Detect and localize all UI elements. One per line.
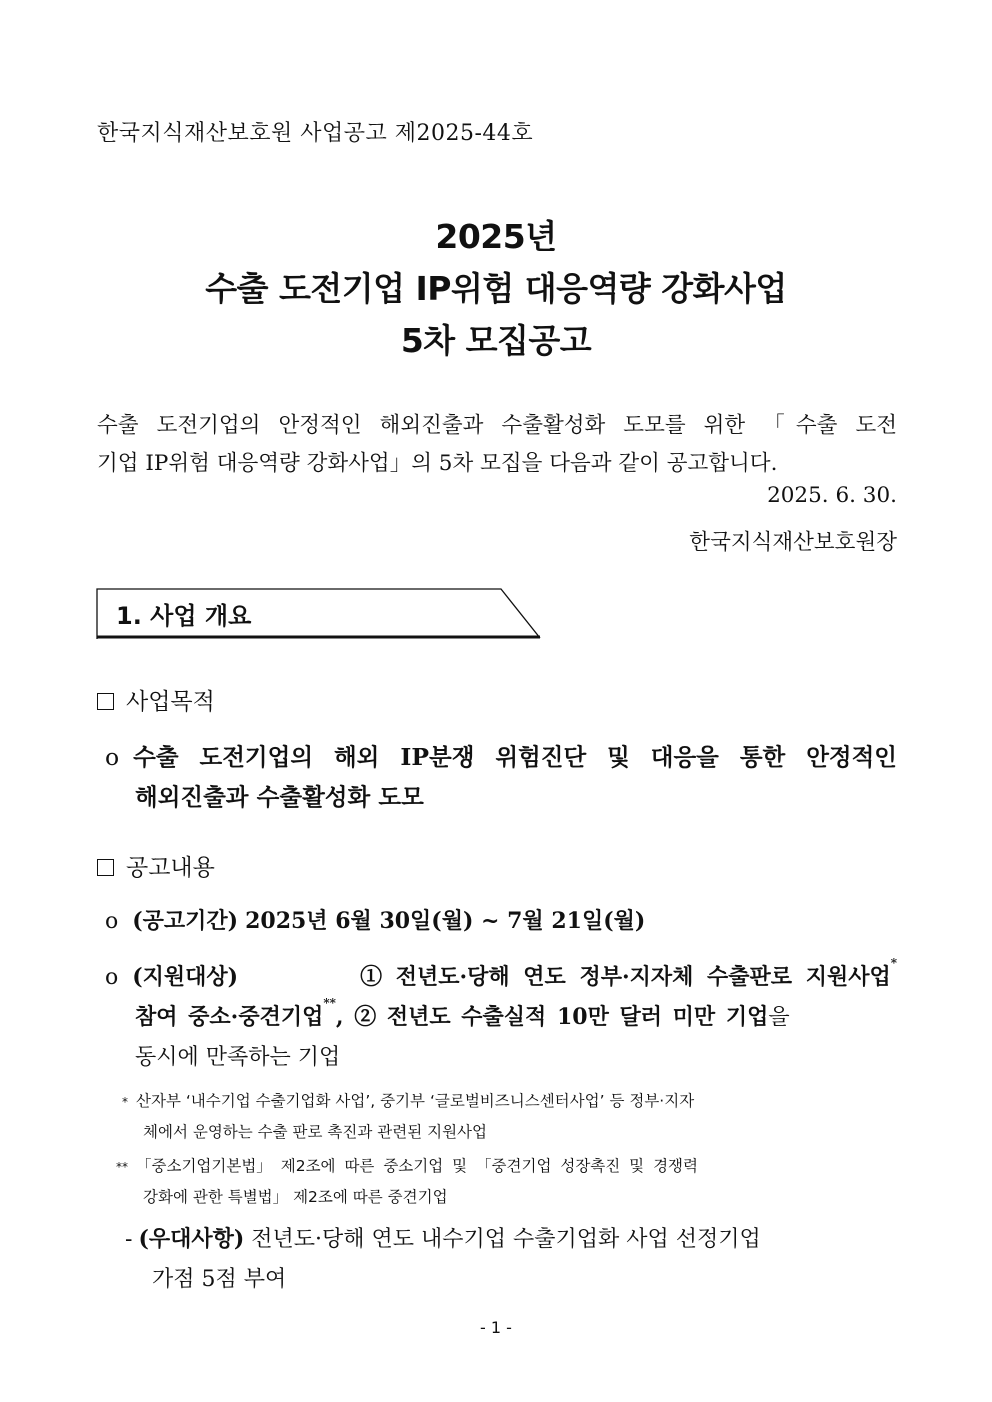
target-text-1-body: ① 전년도·당해 연도 정부·지자체 수출판로 지원사업 xyxy=(360,964,891,990)
period-bullet: o xyxy=(105,909,119,934)
target-label: (지원대상) xyxy=(132,964,239,990)
footnote-2-mark: ** xyxy=(116,1160,128,1174)
purpose-text-1: 수출 도전기업의 해외 IP분쟁 위험진단 및 대응을 통한 안정적인 xyxy=(133,743,897,771)
title-program: 수출 도전기업 IP위험 대응역량 강화사업 xyxy=(205,269,787,308)
footnote-mark-2: ** xyxy=(323,996,336,1010)
footnote-1-line-2: 체에서 운영하는 수출 판로 촉진과 관련된 지원사업 xyxy=(143,1123,487,1141)
purpose-heading xyxy=(97,683,215,716)
target-line-1 xyxy=(105,956,897,991)
content-heading-label: 공고내용 xyxy=(126,855,215,881)
preference-line-1 xyxy=(125,1222,897,1253)
footnote-2-text: 「중소기업기본법」 제2조에 따른 중소기업 및 「중견기업 성장촉진 및 경쟁력 xyxy=(136,1157,698,1175)
checkbox-square-icon xyxy=(97,859,114,876)
preference-text-1: 전년도·당해 연도 내수기업 수출기업화 사업 선정기업 xyxy=(251,1227,761,1252)
target-line-3: 동시에 만족하는 기업 xyxy=(135,1045,341,1070)
announcement-date: 2025. 6. 30. xyxy=(767,483,897,508)
content-heading xyxy=(97,849,215,882)
purpose-bullet: o xyxy=(105,743,120,771)
page-number: - 1 - xyxy=(480,1318,512,1337)
preference-label: (우대사항) xyxy=(138,1226,245,1252)
purpose-heading-label: 사업목적 xyxy=(126,689,215,715)
target-line-2 xyxy=(135,996,897,1031)
footnote-1-mark: * xyxy=(122,1095,128,1109)
footnote-1-text: 산자부 ‘내수기업 수출기업화 사업’, 중기부 ‘글로벌비즈니스센터사업’ 등 정부·지자 xyxy=(136,1092,695,1110)
checkbox-square-icon xyxy=(97,693,114,710)
target-text-2a: 참여 중소·중견기업 xyxy=(135,1004,324,1030)
period-line xyxy=(105,904,645,935)
period-label: (공고기간) xyxy=(132,908,239,934)
purpose-line-1 xyxy=(105,738,897,772)
preference-dash: - xyxy=(125,1227,133,1252)
section-header xyxy=(96,588,542,640)
footnote-2-line-2: 강화에 관한 특별법」 제2조에 따른 중견기업 xyxy=(143,1188,448,1206)
target-bullet: o xyxy=(105,965,119,990)
title-round: 5차 모집공고 xyxy=(400,321,592,360)
target-text-1 xyxy=(360,956,897,991)
issuer-name: 한국지식재산보호원장 xyxy=(689,530,897,555)
intro-line-1: 수출 도전기업의 안정적인 해외진출과 수출활성화 도모를 위한 「수출 도전 xyxy=(97,413,897,438)
footnote-2-line-1 xyxy=(116,1154,897,1176)
footnote-mark-1: * xyxy=(890,956,897,970)
target-text-2b: , ② 전년도 수출실적 10만 달러 미만 기업 xyxy=(335,1004,769,1030)
section-title: 1. 사업 개요 xyxy=(116,602,252,630)
preference-line-2: 가점 5점 부여 xyxy=(152,1267,287,1292)
purpose-line-2: 해외진출과 수출활성화 도모 xyxy=(135,783,424,811)
intro-line-2: 기업 IP위험 대응역량 강화사업」의 5차 모집을 다음과 같이 공고합니다. xyxy=(97,451,778,476)
footnote-1-line-1 xyxy=(122,1089,897,1111)
title-year: 2025년 xyxy=(435,217,557,256)
notice-number: 한국지식재산보호원 사업공고 제2025-44호 xyxy=(97,121,534,146)
period-value: 2025년 6월 30일(월) ~ 7월 21일(월) xyxy=(245,908,646,934)
target-text-2c: 을 xyxy=(768,1005,790,1030)
